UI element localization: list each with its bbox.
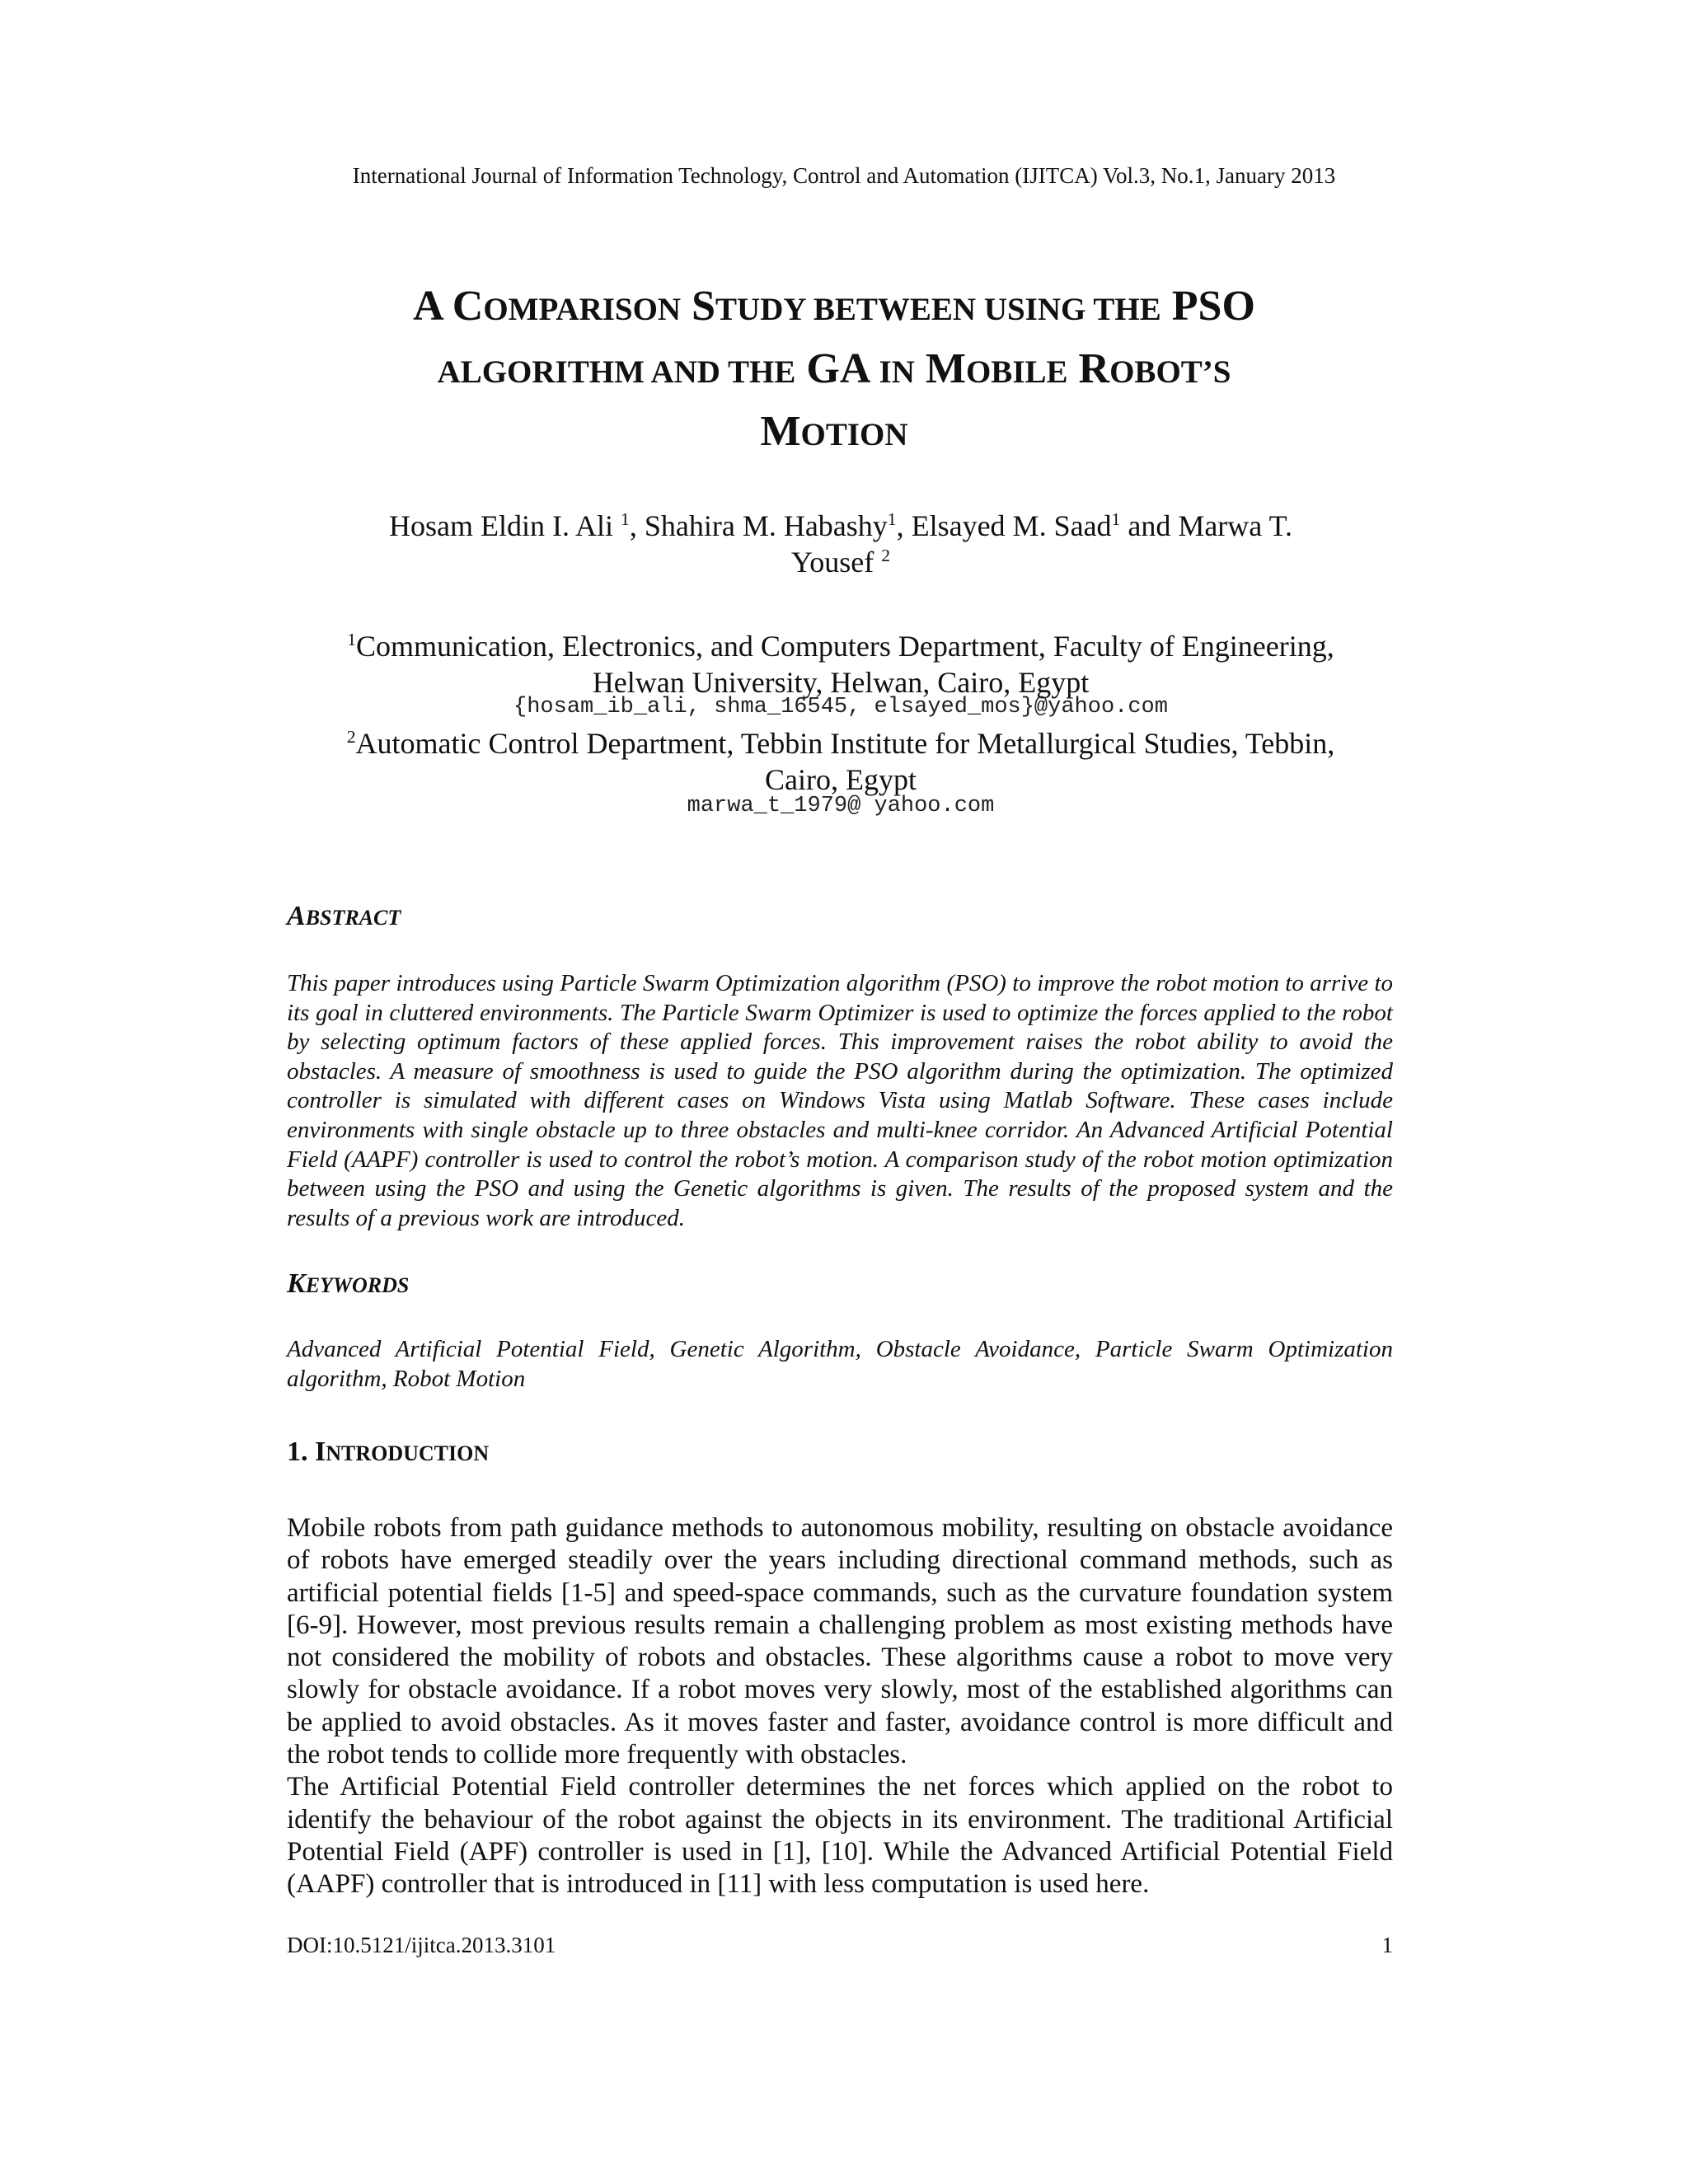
affiliation-text: Helwan University, Helwan, Cairo, Egypt xyxy=(592,666,1090,699)
abstract-text: This paper introduces using Particle Swarm Optimization algorithm (PSO) to improve the robot motion to arrive to its goal in cluttered environments. The Particle Swarm Optimizer is used to optimize the forces applied to the robot by selecting optimum factors of these applied forces. This improvement raises the robot ability to avoid the obstacles. A measure of smoothness is used to guide the PSO algorithm during the optimization. The optimized controller is simulated with different cases on Windows Vista using Matlab Software. These cases include environments with single obstacle up to three obstacles and multi-knee corridor. An Advanced Artificial Potential Field (AAPF) controller is used to control the robot’s motion. A comparison study of the robot motion optimization between using the PSO and using the Genetic algorithms is given. The results of the proposed system and the results of a previous work are introduced. xyxy=(287,970,1393,1231)
title-text: A xyxy=(413,283,442,330)
introduction-heading xyxy=(287,1436,489,1470)
title-text: M xyxy=(925,345,966,392)
title-text: GA xyxy=(806,345,869,392)
author-name: , Elsayed M. Saad xyxy=(896,509,1112,542)
author-affiliation-marker: 1 xyxy=(1111,509,1121,529)
heading-text: K xyxy=(287,1268,306,1299)
author-affiliation-marker: 1 xyxy=(621,509,630,529)
abstract-heading xyxy=(287,900,401,935)
title-text: IN xyxy=(879,354,915,390)
body-paragraph: The Artificial Potential Field controller determines the net forces which applied on the robot to identify the behaviour of the robot against the objects in its environment. The traditional Artificial Potential Field (APF) controller is used in [1], [10]. While the Advanced Artificial Potential Field (AAPF) controller that is introduced in [11] with less computation is used here. xyxy=(287,1772,1393,1900)
author-name: Hosam Eldin I. Ali xyxy=(389,509,621,542)
title-text: R xyxy=(1078,345,1110,392)
heading-text: A xyxy=(287,901,306,931)
introduction-body xyxy=(287,1512,1393,1901)
author-name: Yousef xyxy=(790,546,882,579)
heading-text: EYWORDS xyxy=(305,1273,410,1297)
affiliation-1 xyxy=(247,628,1434,701)
author-name: and Marwa T. xyxy=(1120,509,1292,542)
affiliation-text: Communication, Electronics, and Computers Department, Faculty of Engineering, xyxy=(356,630,1334,663)
footer-doi: DOI:10.5121/ijitca.2013.3101 xyxy=(287,1933,556,1957)
heading-text: BSTRACT xyxy=(305,906,401,930)
title-text: OBILE xyxy=(965,354,1068,390)
heading-text: 1. I xyxy=(287,1436,326,1467)
keywords-text: Advanced Artificial Potential Field, Genetic Algorithm, Obstacle Avoidance, Particle Swarm Optimization algorithm, Robot Motion xyxy=(287,1336,1393,1392)
title-text: OBOT’S xyxy=(1109,354,1231,390)
running-head: International Journal of Information Technology, Control and Automation (IJITCA) Vol.3, No.1, January 2013 xyxy=(352,163,1336,188)
affiliation-marker: 2 xyxy=(346,727,356,747)
title-text: OMPARISON xyxy=(483,292,682,327)
title-text: TUDY BETWEEN USING THE xyxy=(715,292,1161,327)
author-name: , Shahira M. Habashy xyxy=(629,509,888,542)
page-number: 1 xyxy=(1381,1933,1393,1957)
affiliation-2 xyxy=(247,725,1434,798)
author-affiliation-marker: 2 xyxy=(881,546,891,565)
title-text: PSO xyxy=(1171,283,1255,330)
title-text: C xyxy=(452,283,484,330)
affiliation-text: Cairo, Egypt xyxy=(765,763,917,796)
heading-text: NTRODUCTION xyxy=(326,1441,490,1465)
paper-title xyxy=(272,277,1396,465)
keywords-heading xyxy=(287,1268,409,1302)
affiliation-marker: 1 xyxy=(347,630,357,649)
author-list xyxy=(297,508,1385,580)
title-text: S xyxy=(692,283,716,330)
affiliation-text: Automatic Control Department, Tebbin Institute for Metallurgical Studies, Tebbin, xyxy=(355,727,1335,760)
title-text: OTION xyxy=(800,417,908,452)
title-text: M xyxy=(760,408,801,455)
body-paragraph: Mobile robots from path guidance methods to autonomous mobility, resulting on obstacle avoidance of robots have emerged steadily over the years including directional command methods, such as artificial potential fields [1-5] and speed-space commands, such as the curvature foundation system [6-9]. However, most previous results remain a challenging problem as most existing methods have not considered the mobility of robots and obstacles. These algorithms cause a robot to move very slowly for obstacle avoidance. If a robot moves very slowly, most of the established algorithms can be applied to avoid obstacles. As it moves faster and faster, avoidance control is more difficult and the robot tends to collide more frequently with obstacles. xyxy=(287,1513,1393,1770)
author-affiliation-marker: 1 xyxy=(887,509,897,529)
affiliation-2-email: marwa_t_1979@ yahoo.com xyxy=(687,794,995,818)
affiliation-1-email: {hosam_ib_ali, shma_16545, elsayed_mos}@yahoo.com xyxy=(513,695,1168,719)
title-text: ALGORITHM AND THE xyxy=(437,354,796,390)
